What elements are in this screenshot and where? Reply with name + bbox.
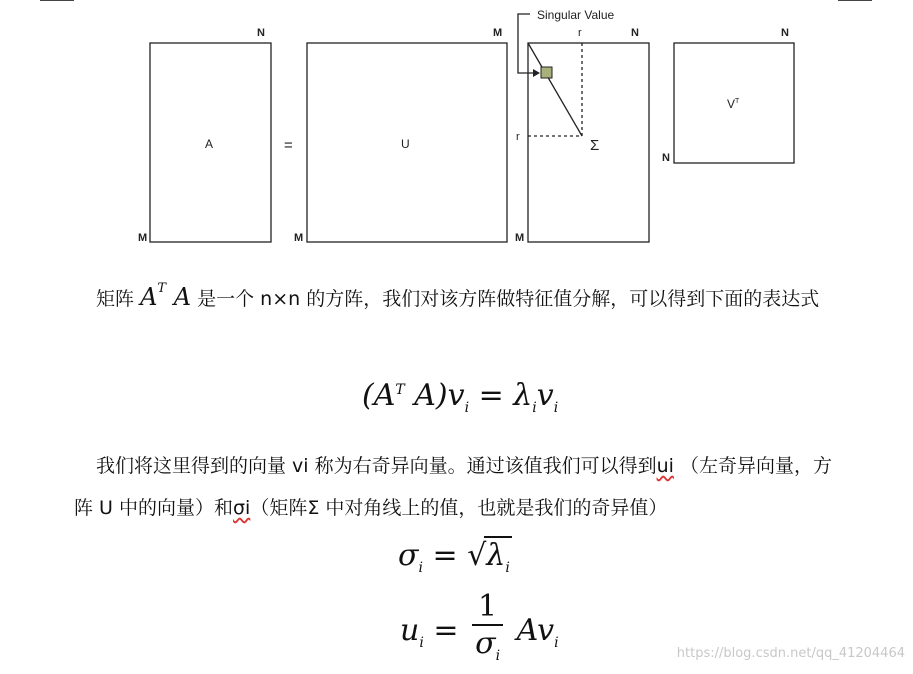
- sigma-diagonal: [528, 43, 582, 136]
- label-r-top: r: [578, 27, 582, 39]
- pointer-arrowhead: [533, 69, 540, 77]
- equation-u: $u_i$ = $\frac{1}{\sigma_i}$ $Av_i$: [400, 589, 559, 664]
- label-equals: =: [284, 137, 293, 154]
- label-vt: $V^T$: [727, 97, 740, 111]
- para1-before: 矩阵: [96, 288, 135, 310]
- label-n-sigma: N: [631, 27, 639, 39]
- singular-value-square: [541, 67, 552, 78]
- inline-math-ata: $A^T$ A: [140, 281, 192, 311]
- para2-text-3: （矩阵Σ 中对角线上的值，也就是我们的奇异值）: [250, 497, 668, 519]
- para2-ui: ui: [656, 455, 674, 477]
- label-m-u-top: M: [493, 27, 503, 39]
- label-a: A: [205, 137, 214, 151]
- para1-after: 是一个 n×n 的方阵，我们对该方阵做特征值分解，可以得到下面的表达式: [197, 288, 820, 310]
- para2-text-1: 我们将这里得到的向量 vi 称为右奇异向量。通过该值我们可以得到: [96, 455, 657, 477]
- label-sigma: Σ: [590, 137, 600, 154]
- label-m-u-bottom: M: [294, 232, 304, 244]
- equation-eigen: ($A^T$ $A)v_i = \lambda_iv_i$: [362, 378, 559, 416]
- label-singular-value: Singular Value: [537, 8, 615, 22]
- label-r-left: r: [516, 131, 520, 143]
- para2-text-2: （左奇异向量，方阵 U 中的向量）和: [74, 455, 832, 519]
- label-u: U: [401, 137, 410, 151]
- label-n-vt-left: N: [662, 152, 670, 164]
- watermark: https://blog.csdn.net/qq_41204464: [676, 646, 905, 661]
- svd-diagram: [0, 0, 913, 260]
- equation-sigma: $\sigma_i = √\lambda_i$: [398, 538, 510, 576]
- paragraph-1: [74, 272, 844, 320]
- label-n-a: N: [257, 27, 265, 39]
- label-m-sigma: M: [515, 232, 525, 244]
- label-n-vt-top: N: [781, 27, 789, 39]
- label-m-a: M: [138, 232, 148, 244]
- para2-sigma: σi: [233, 497, 251, 519]
- paragraph-2: [74, 445, 844, 529]
